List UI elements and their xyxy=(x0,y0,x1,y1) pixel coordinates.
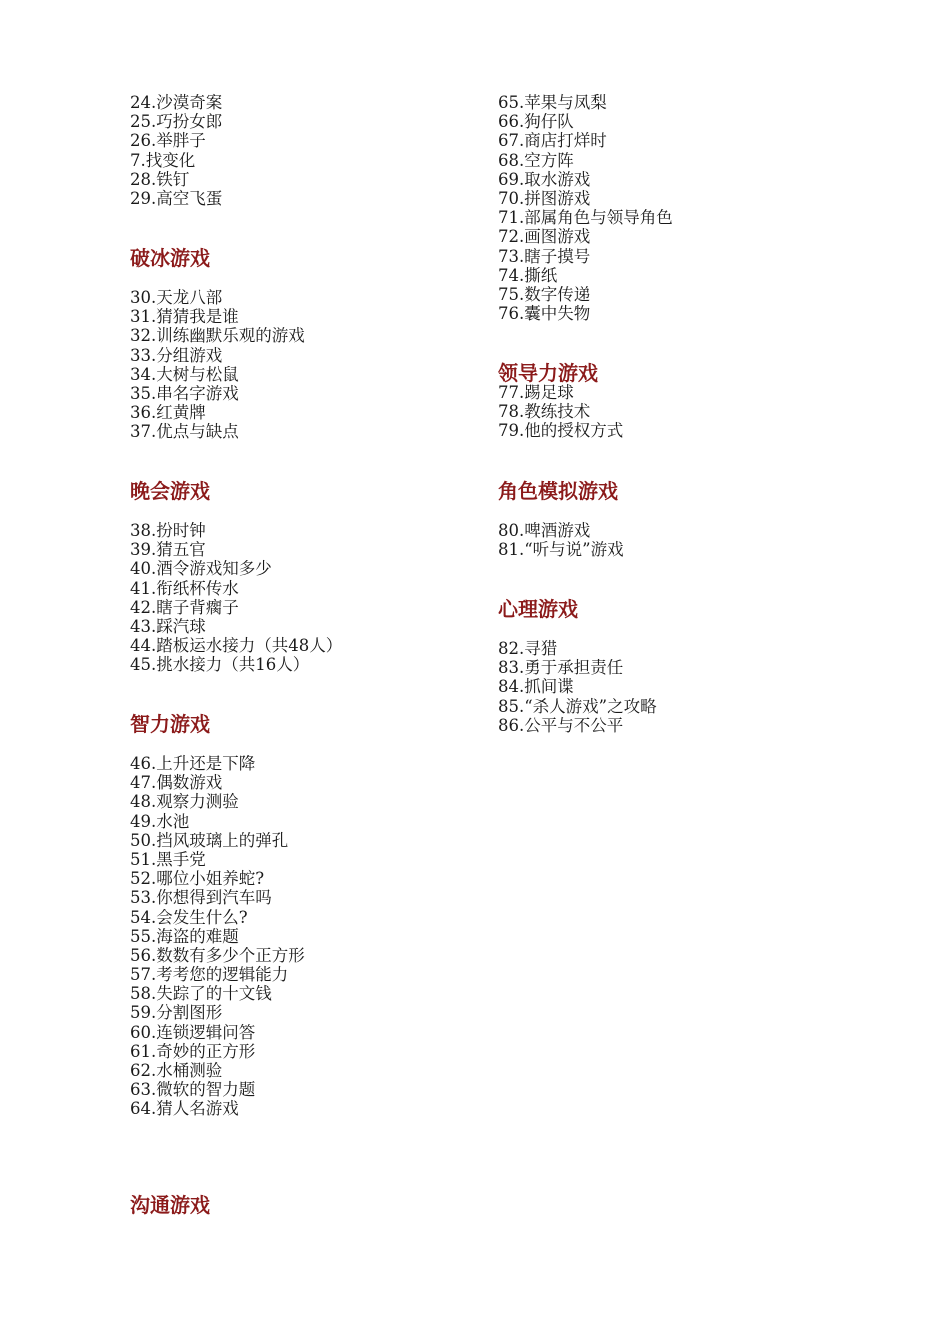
list-item: 30.天龙八部 xyxy=(130,288,223,307)
list-item: 78.教练技术 xyxy=(498,402,591,422)
list-item: 38.扮时钟 xyxy=(130,521,206,540)
right-list-0 xyxy=(498,93,673,323)
list-item: 61.奇妙的正方形 xyxy=(130,1041,256,1061)
list-item: 50.挡风玻璃上的弹孔 xyxy=(130,830,289,850)
list-item: 54.会发生什么? xyxy=(130,907,248,927)
list-item: 35.串名字游戏 xyxy=(130,383,239,403)
section-heading-psychology: 心理游戏 xyxy=(498,597,578,621)
list-item: 84.抓间谍 xyxy=(498,677,574,697)
list-item: 44.踏板运水接力（共48人） xyxy=(130,636,343,656)
list-item: 46.上升还是下降 xyxy=(130,754,256,773)
list-item: 67.商店打烊时 xyxy=(498,131,607,151)
list-item: 65.苹果与凤梨 xyxy=(498,93,607,112)
list-item: 31.猜猜我是谁 xyxy=(130,307,239,327)
list-item: 33.分组游戏 xyxy=(130,345,223,365)
section-heading-party: 晚会游戏 xyxy=(130,479,210,503)
list-item: 85.“杀人游戏”之攻略 xyxy=(498,696,657,716)
list-item: 59.分割图形 xyxy=(130,1003,223,1023)
list-item: 49.水池 xyxy=(130,811,190,831)
list-item: 7.找变化 xyxy=(130,150,196,170)
list-item: 79.他的授权方式 xyxy=(498,421,624,441)
list-item: 70.拼图游戏 xyxy=(498,188,591,208)
list-item: 45.挑水接力（共16人） xyxy=(130,655,310,675)
left-list-2 xyxy=(130,521,342,675)
list-item: 51.黑手党 xyxy=(130,849,206,869)
list-item: 28.铁钉 xyxy=(130,169,190,189)
list-item: 75.数字传递 xyxy=(498,284,591,304)
list-item: 57.考考您的逻辑能力 xyxy=(130,965,289,985)
list-item: 69.取水游戏 xyxy=(498,169,591,189)
left-list-1 xyxy=(130,288,305,442)
list-item: 37.优点与缺点 xyxy=(130,422,239,442)
list-item: 63.微软的智力题 xyxy=(130,1080,256,1100)
section-heading-intellect: 智力游戏 xyxy=(130,712,210,736)
list-item: 73.瞎子摸号 xyxy=(498,246,591,266)
list-item: 60.连锁逻辑问答 xyxy=(130,1022,256,1042)
list-item: 56.数数有多少个正方形 xyxy=(130,945,305,965)
list-item: 53.你想得到汽车吗 xyxy=(130,888,272,908)
list-item: 24.沙漠奇案 xyxy=(130,93,223,112)
section-heading-leadership: 领导力游戏 xyxy=(498,361,598,385)
right-list-3 xyxy=(498,639,657,735)
list-item: 25.巧扮女郎 xyxy=(130,112,223,132)
right-list-1 xyxy=(498,383,623,441)
list-item: 55.海盗的难题 xyxy=(130,926,239,946)
list-item: 58.失踪了的十文钱 xyxy=(130,984,272,1004)
list-item: 72.画图游戏 xyxy=(498,227,591,247)
list-item: 86.公平与不公平 xyxy=(498,715,624,735)
section-heading-role-play: 角色模拟游戏 xyxy=(498,479,618,503)
list-item: 26.举胖子 xyxy=(130,131,206,151)
list-item: 82.寻猎 xyxy=(498,639,558,658)
list-item: 48.观察力测验 xyxy=(130,792,239,812)
list-item: 39.猜五官 xyxy=(130,540,206,560)
section-heading-communication: 沟通游戏 xyxy=(130,1193,210,1217)
list-item: 47.偶数游戏 xyxy=(130,773,223,793)
left-list-3 xyxy=(130,754,305,1119)
list-item: 52.哪位小姐养蛇? xyxy=(130,869,265,889)
list-item: 83.勇于承担责任 xyxy=(498,658,624,678)
list-item: 66.狗仔队 xyxy=(498,112,574,132)
list-item: 29.高空飞蛋 xyxy=(130,188,223,208)
list-item: 32.训练幽默乐观的游戏 xyxy=(130,326,305,346)
list-item: 64.猜人名游戏 xyxy=(130,1099,239,1119)
list-item: 71.部属角色与领导角色 xyxy=(498,208,673,228)
list-item: 68.空方阵 xyxy=(498,150,574,170)
list-item: 40.酒令游戏知多少 xyxy=(130,559,272,579)
list-item: 76.囊中失物 xyxy=(498,304,591,324)
list-item: 42.瞎子背瘸子 xyxy=(130,597,239,617)
right-list-2 xyxy=(498,521,624,559)
list-item: 43.踩汽球 xyxy=(130,616,206,636)
section-heading-icebreaker: 破冰游戏 xyxy=(130,246,210,270)
list-item: 80.啤酒游戏 xyxy=(498,521,591,540)
list-item: 81.“听与说”游戏 xyxy=(498,540,624,560)
list-item: 74.撕纸 xyxy=(498,265,558,285)
left-list-0 xyxy=(130,93,222,208)
list-item: 34.大树与松鼠 xyxy=(130,364,239,384)
list-item: 77.踢足球 xyxy=(498,383,574,402)
list-item: 62.水桶测验 xyxy=(130,1061,223,1080)
list-item: 41.衔纸杯传水 xyxy=(130,578,239,598)
list-item: 36.红黄牌 xyxy=(130,403,206,423)
